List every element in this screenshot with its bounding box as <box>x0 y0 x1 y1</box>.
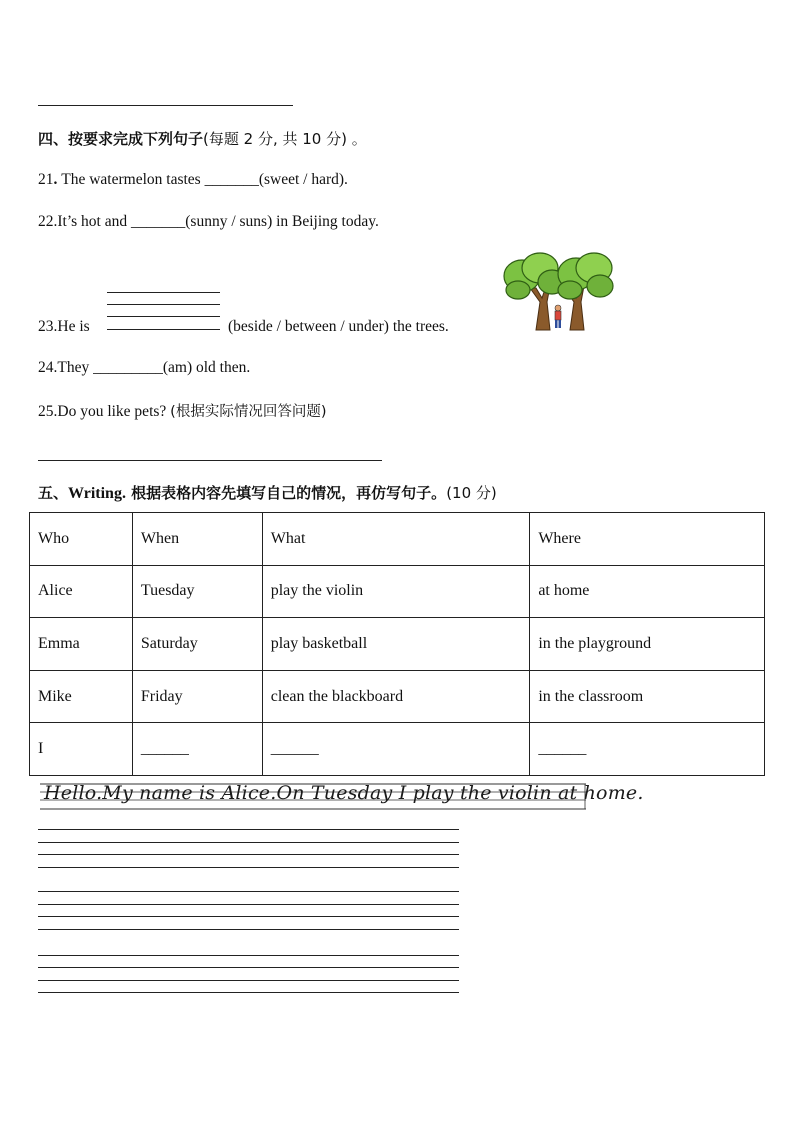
question-24 <box>38 359 250 377</box>
section-4-heading <box>38 128 367 149</box>
answer-line-top <box>38 105 293 106</box>
table-header-cell: When <box>132 513 262 566</box>
writing-line[interactable] <box>38 967 459 968</box>
question-sep: . <box>53 359 58 376</box>
table-cell: Mike <box>30 670 133 723</box>
question-22 <box>38 213 379 231</box>
table-blank-cell[interactable]: ______ <box>530 723 765 776</box>
answer-blank-line[interactable] <box>107 304 220 305</box>
table-row <box>30 618 765 671</box>
table-blank-cell[interactable]: ______ <box>262 723 530 776</box>
table-row <box>30 723 765 776</box>
question-options: (sweet / hard). <box>258 171 348 188</box>
writing-line[interactable] <box>38 829 459 830</box>
question-number: 25 <box>38 403 54 420</box>
table-cell: Tuesday <box>132 565 262 618</box>
trees-illustration <box>500 252 618 334</box>
table-row <box>30 565 765 618</box>
answer-blank-line[interactable] <box>107 329 220 330</box>
table-cell: I <box>30 723 133 776</box>
question-text: He is <box>57 318 90 335</box>
question-23-options: (beside / between / under) the trees. <box>228 318 449 335</box>
section-4-title: 四、按要求完成下列句子 <box>38 130 204 148</box>
writing-line[interactable] <box>38 842 459 843</box>
table-cell: in the playground <box>530 618 765 671</box>
question-25 <box>38 400 327 421</box>
answer-blank[interactable]: _______ <box>204 171 259 188</box>
writing-line[interactable] <box>38 867 459 868</box>
question-21 <box>38 171 348 189</box>
table-header-cell: What <box>262 513 530 566</box>
question-text: The watermelon tastes <box>61 171 205 188</box>
answer-line-q25[interactable] <box>38 460 382 461</box>
writing-line[interactable] <box>38 980 459 981</box>
answer-blank[interactable]: _______ <box>131 213 186 230</box>
question-sep: . <box>53 213 58 230</box>
question-sep: . <box>53 403 58 420</box>
table-cell: Alice <box>30 565 133 618</box>
writing-line[interactable] <box>38 891 459 892</box>
question-number: 21 <box>38 171 54 188</box>
writing-line[interactable] <box>38 916 459 917</box>
section-5-points: (10 分) <box>446 484 497 502</box>
question-text: It’s hot and <box>57 213 131 230</box>
question-options: (am) old then. <box>162 359 251 376</box>
writing-line[interactable] <box>38 992 459 993</box>
table-cell: clean the blackboard <box>262 670 530 723</box>
writing-line[interactable] <box>38 955 459 956</box>
section-5-heading <box>38 482 497 503</box>
answer-blank-line[interactable] <box>107 292 220 293</box>
example-handwriting <box>40 782 644 810</box>
writing-line[interactable] <box>38 929 459 930</box>
table-cell: at home <box>530 565 765 618</box>
example-sentence: Hello.My name is Alice.On Tuesday I play the violin at home. <box>44 782 644 804</box>
question-instruction: (根据实际情况回答问题) <box>170 404 327 420</box>
table-header-row <box>30 513 765 566</box>
table-cell: Friday <box>132 670 262 723</box>
table-cell: play the violin <box>262 565 530 618</box>
table-cell: play basketball <box>262 618 530 671</box>
section-4-points: (每题 2 分, 共 10 分) 。 <box>203 130 367 148</box>
table-cell: in the classroom <box>530 670 765 723</box>
table-cell: Saturday <box>132 618 262 671</box>
question-number: 23 <box>38 318 54 335</box>
table-blank-cell[interactable]: ______ <box>132 723 262 776</box>
writing-table <box>29 512 765 776</box>
table-header-cell: Where <box>530 513 765 566</box>
table-row <box>30 670 765 723</box>
section-5-prefix: 五、 <box>38 484 69 502</box>
answer-blank[interactable]: _________ <box>93 359 163 376</box>
question-sep: . <box>53 171 62 188</box>
question-number: 24 <box>38 359 54 376</box>
question-23 <box>38 318 90 336</box>
answer-blank-line[interactable] <box>107 316 220 317</box>
section-5-title: 根据表格内容先填写自己的情况，再仿写句子。 <box>125 484 447 502</box>
table-header-cell: Who <box>30 513 133 566</box>
writing-line[interactable] <box>38 854 459 855</box>
question-text: They <box>57 359 94 376</box>
question-options: (sunny / suns) in Beijing today. <box>185 213 379 230</box>
question-text: Do you like pets? <box>57 403 171 420</box>
question-number: 22 <box>38 213 54 230</box>
table-cell: Emma <box>30 618 133 671</box>
writing-line[interactable] <box>38 904 459 905</box>
section-5-title-en: Writing. <box>68 485 126 502</box>
question-sep: . <box>53 318 58 335</box>
